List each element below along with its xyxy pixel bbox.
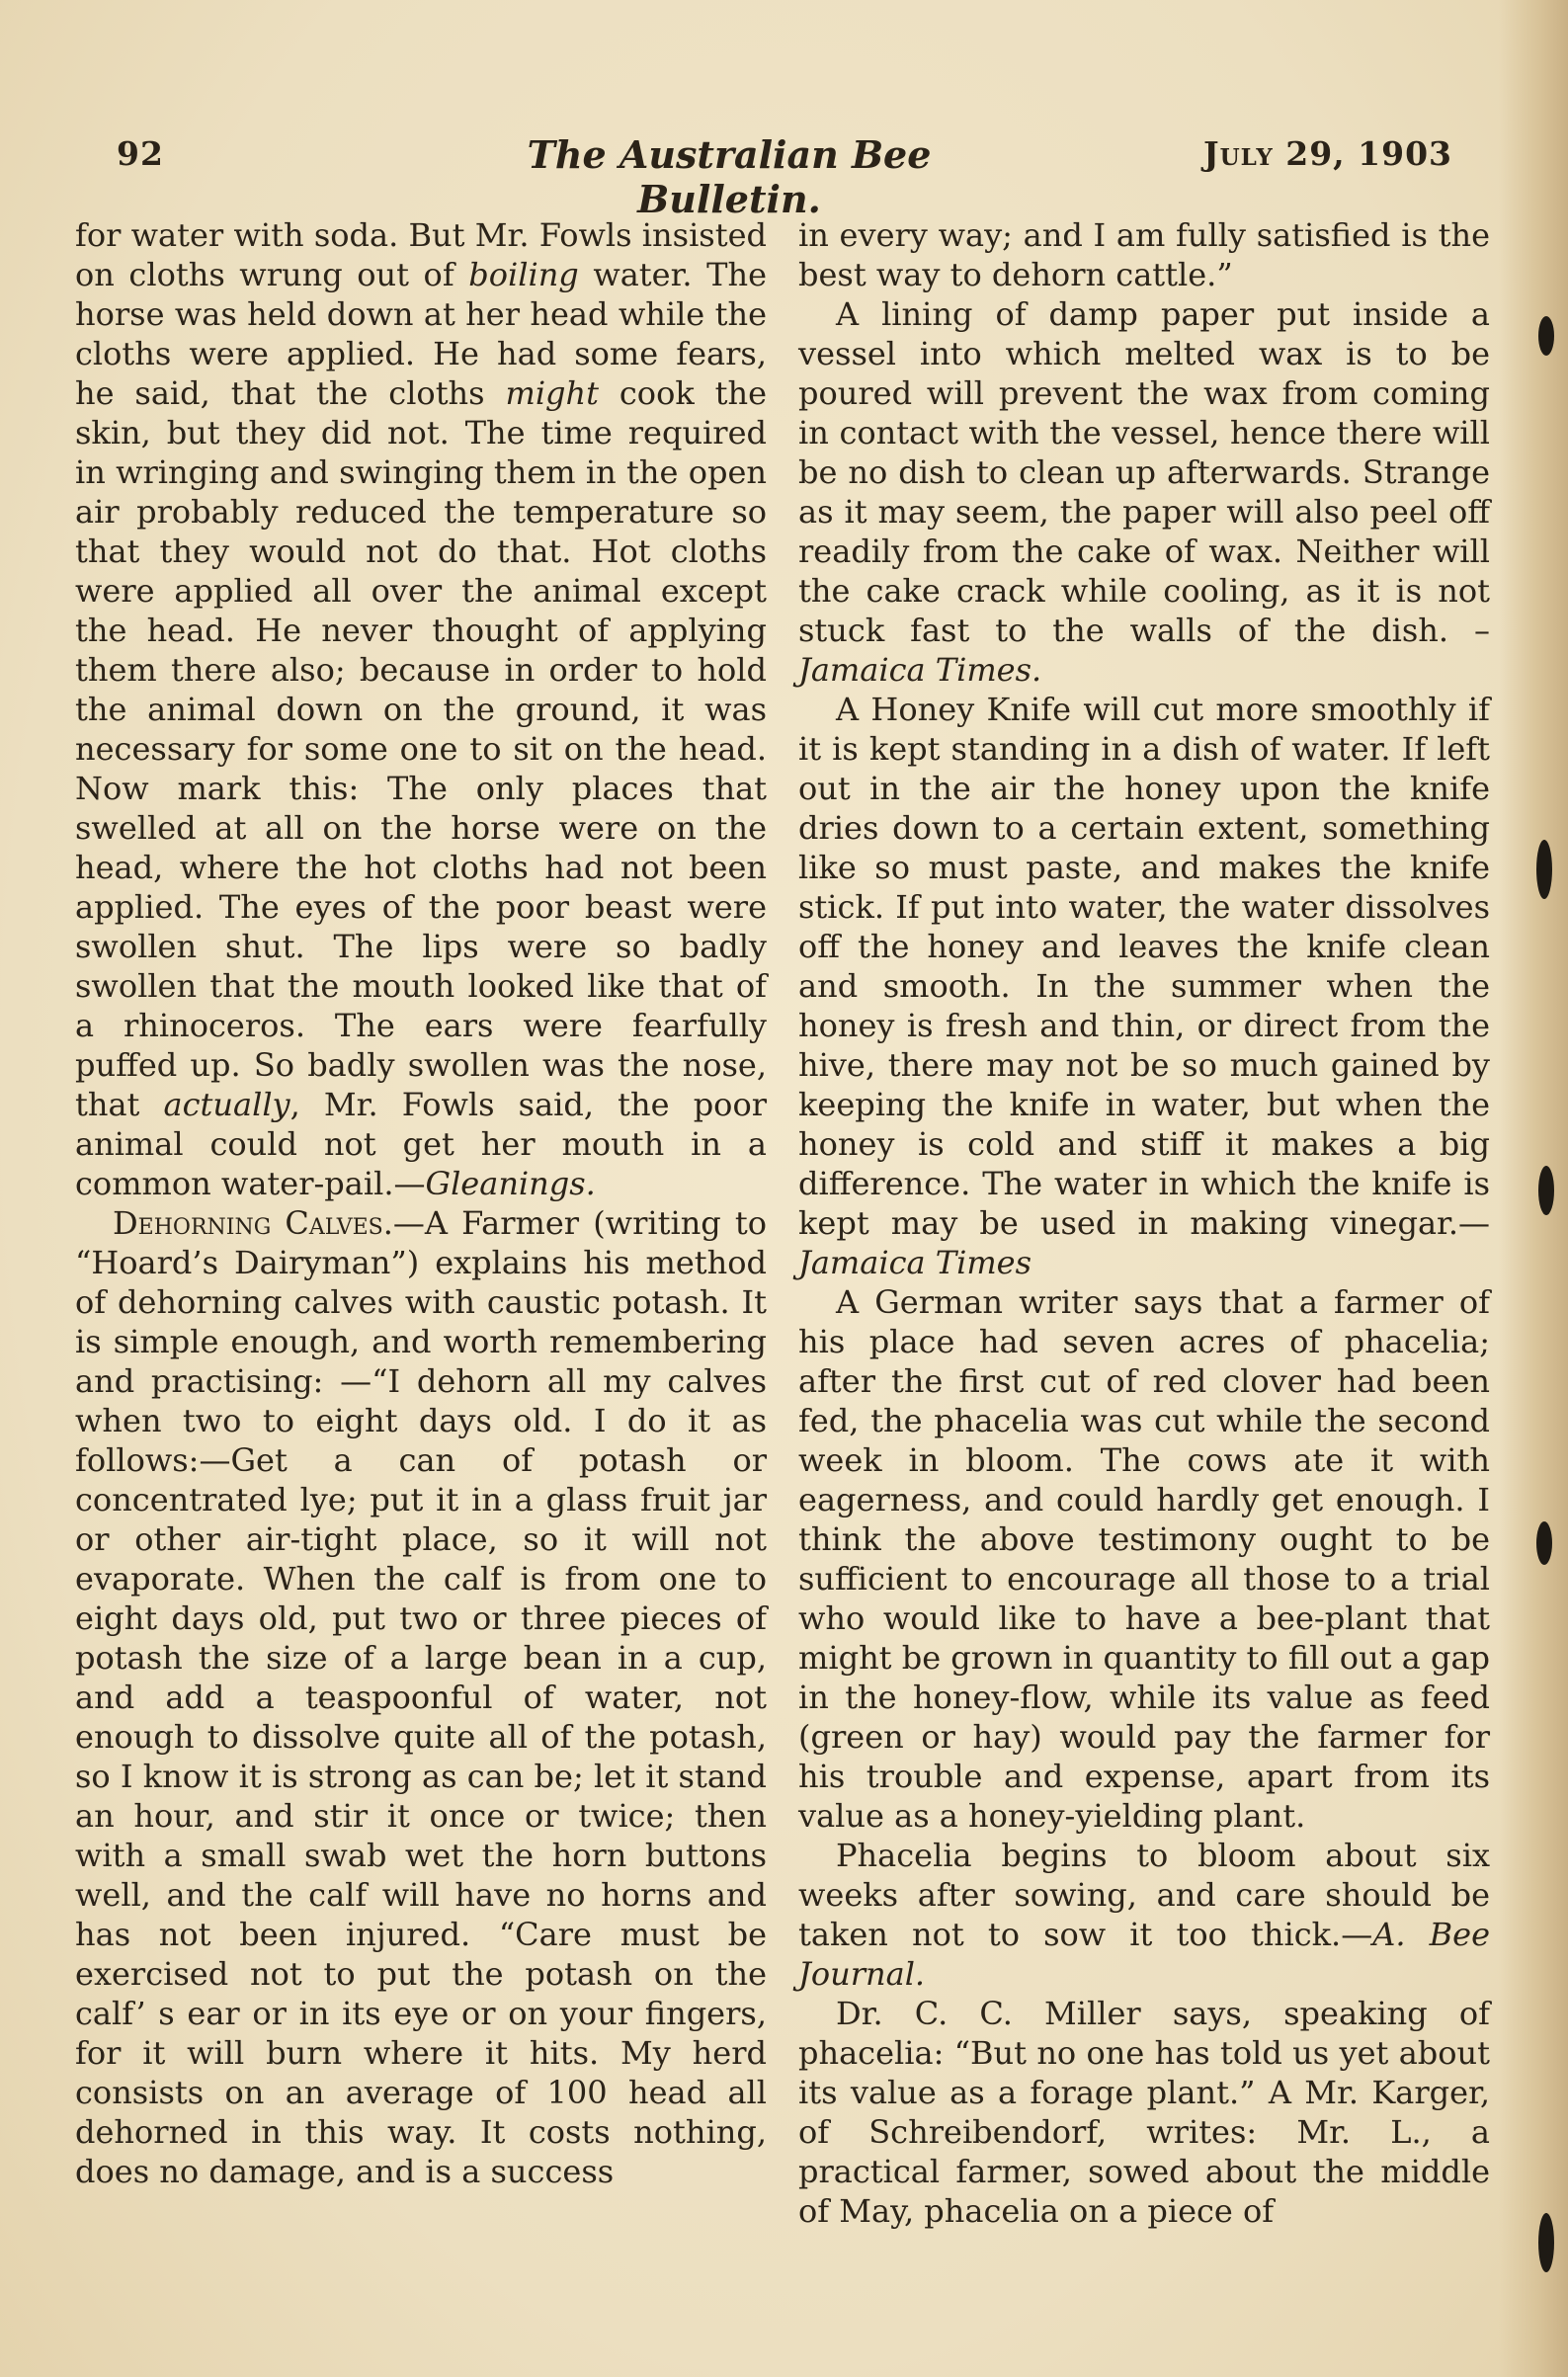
binding-hole-mark (1538, 2213, 1554, 2272)
binding-hole-mark (1538, 316, 1554, 356)
source-citation: A. Bee Journal. (798, 1916, 1491, 1993)
text-run: cook the skin, but they did not. The time required in wringing and swinging them in the open air probably reduced the temperature so that they would not do that. Hot cloths were applied all over the animal except the head. He never thought of applying them there also; because in order to hold the animal down on the ground, it was necessary for some one to sit on the head. Now mark this: The only places that swelled at all on the horse were on the head, where the hot cloths had not been applied. The eyes of the poor beast were swollen shut. The lips were so badly swollen that the mouth looked like that of a rhinoceros. The ears were fearfully puffed up. So badly swollen was the nose, that (75, 374, 768, 1123)
wax-paper-paragraph (798, 294, 1490, 690)
journal-title: The Australian Bee Bulletin. (527, 132, 932, 221)
emphasis: actually (163, 1086, 290, 1123)
binding-hole-mark (1536, 1521, 1552, 1565)
binding-hole-mark (1536, 840, 1552, 899)
phacelia-bloom-paragraph (798, 1836, 1490, 1994)
dehorning-paragraph (75, 1203, 767, 2191)
binding-hole-mark (1538, 1166, 1554, 1215)
source-citation: Jamaica Times. (798, 651, 1042, 689)
dehorning-continuation: in every way; and I am fully satisfied is the best way to dehorn cattle.” (798, 216, 1490, 293)
honey-knife-paragraph (798, 690, 1490, 1282)
source-citation: Gleanings. (425, 1165, 596, 1202)
miller-paragraph: Dr. C. C. Miller says, speaking of phacelia: “But no one has told us yet about its value as a forage plant.” A Mr. Karger, of Schreibendorf, writes: Mr. L., a practical farmer, sowed about the middle of May, phacelia on a piece of (798, 1995, 1490, 2230)
issue-date: July 29, 1903 (1202, 134, 1452, 173)
text-run: water. The horse was held down at her head while the cloths were applied. He had some fears, he said, that the cloths (75, 256, 768, 412)
text-run: Phacelia begins to bloom about six weeks after sowing, and care should be taken not to sow it too thick.— (798, 1837, 1490, 1953)
source-citation: Jamaica Times (798, 1244, 1032, 1281)
section-heading: Dehorning Calves. (113, 1204, 393, 1242)
emphasis: might (505, 374, 599, 412)
right-column (798, 215, 1490, 2231)
page-number: 92 (117, 134, 164, 173)
page-edge-shading (1499, 0, 1568, 2377)
emphasis: boiling (468, 256, 579, 293)
text-run: —A Farmer (writing to “Hoard’s Dairyman”) explains his method of dehorning calves with caustic potash. It is simple enough, and worth remembering and practising: —“I dehorn all my calves when two to eight days old. I do it as follows:—Get a can of potash or concentrated lye; put it in a glass fruit jar or other air-tight place, so it will not evaporate. When the calf is from one to eight days old, put two or three pieces of potash the size of a large bean in a cup, and add a teaspoonful of water, not enough to dissolve quite all of the potash, so I know it is strong as can be; let it stand an hour, and stir it once or twice; then with a small swab wet the horn buttons well, and the calf will have no horns and has not been injured. “Care must be exercised not to put the potash on the calf’ s ear or in its eye or on your fingers, for it will burn where it hits. My herd consists on an average of 100 head all dehorned in this way. It costs nothing, does no damage, and is a success (75, 1204, 768, 2190)
left-column (75, 215, 767, 2191)
page-header (117, 132, 1452, 221)
text-run: for water with soda. But Mr. Fowls insisted on cloths wrung out of (75, 216, 767, 293)
text-run: , Mr. Fowls said, the poor animal could not get her mouth in a common water-pail.— (75, 1086, 768, 1202)
phacelia-paragraph: A German writer says that a farmer of his place had seven acres of phacelia; after the first cut of red clover had been fed, the phacelia was cut while the second week in bloom. The cows ate it with eagerness, and could hardly get enough. I think the above testimony ought to be sufficient to encourage all those to a trial who would like to have a bee-plant that might be grown in quantity to fill out a gap in the honey-flow, while its value as feed (green or hay) would pay the farmer for his trouble and expense, apart from its value as a honey-yielding plant. (798, 1283, 1490, 1835)
text-run: A lining of damp paper put inside a vessel into which melted wax is to be poured will prevent the wax from coming in contact with the vessel, hence there will be no dish to clean up afterwards. Strange as it may seem, the paper will also peel off readily from the cake of wax. Neither will the cake crack while cooling, as it is not stuck fast to the walls of the dish. – (798, 295, 1490, 649)
text-run: A Honey Knife will cut more smoothly if it is kept standing in a dish of water. If left out in the air the honey upon the knife dries down to a certain extent, something like so must paste, and makes the knife stick. If put into water, the water dissolves off the honey and leaves the knife clean and smooth. In the summer when the honey is fresh and thin, or direct from the hive, there may not be so much gained by keeping the knife in water, but when the honey is cold and stiff it makes a big difference. The water in which the knife is kept may be used in making vinegar.— (798, 691, 1490, 1242)
horse-article-paragraph (75, 215, 767, 1203)
